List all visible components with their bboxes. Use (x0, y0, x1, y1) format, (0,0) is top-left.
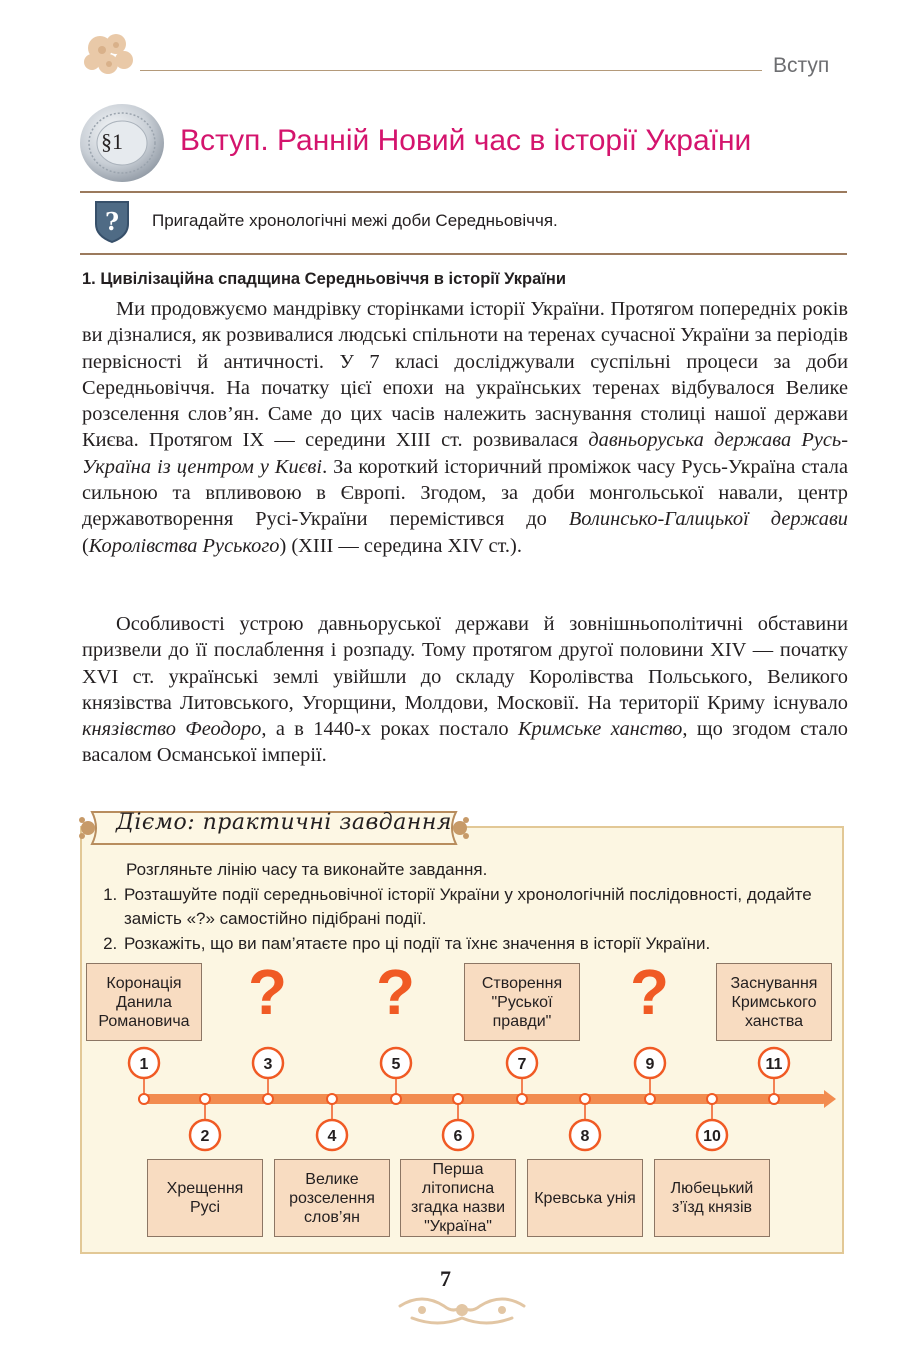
timeline-node (517, 1094, 527, 1104)
timeline-number: 8 (580, 1128, 590, 1145)
timeline-event-box: Кревська унія (527, 1159, 643, 1237)
timeline-number: 5 (391, 1056, 401, 1073)
timeline-arrow (824, 1090, 836, 1108)
timeline-event-box: Хрещення Русі (147, 1159, 263, 1237)
timeline-number: 11 (765, 1056, 783, 1073)
paragraph-1 (82, 296, 848, 559)
timeline-node (200, 1094, 210, 1104)
title-rule (80, 191, 847, 193)
paragraph-1-text: Ми продовжуємо мандрівку сторінками історії України. Протягом попередніх років ви дізналися, як розвивалися людські спільноти на теренах сучасної України за періодів первісності й античності. У 7 класі досліджували суспільні процеси за доби Середньовіччя. На початку цієї епохи на українських теренах відбувалося Велике розселення слов’ян. Саме до цих часів належить заснування столиці нашої держави Києва. Протягом IX — середини XIII ст. розвивалася (82, 298, 848, 452)
task-item: 2. Розкажіть, що ви пам’ятаєте про ці події та їхнє значення в історії України. (122, 932, 832, 957)
timeline-node (453, 1094, 463, 1104)
timeline-number: 3 (263, 1056, 273, 1073)
paragraph-2-text: Особливості устрою давньоруської держави й зовнішньополітичні обставини призвели до її послаблення і розпаду. Тому протягом другої половини XIV — початку XVI ст. українські землі увійшли до складу Королівства Польського, Великого князівства Литовського, Угорщини, Молдови, Московії. На території Криму існувало (82, 613, 848, 714)
paragraph-2 (82, 611, 848, 769)
timeline-node (139, 1094, 149, 1104)
timeline-node (645, 1094, 655, 1104)
timeline-bar (138, 1094, 828, 1104)
term-volhynia-galicia: Волинсько-Галицької держави (568, 508, 849, 531)
timeline-number: 6 (453, 1128, 463, 1145)
paragraph-2-text: , що згодом стало васалом Османської імперії. (82, 718, 848, 767)
timeline-node (707, 1094, 717, 1104)
timeline-node (580, 1094, 590, 1104)
paragraph-1-text: ( (82, 534, 89, 557)
timeline-number: 2 (200, 1128, 210, 1145)
question-rule (80, 253, 847, 255)
svg-text:?: ? (104, 207, 120, 236)
timeline-node (263, 1094, 273, 1104)
recall-question: Пригадайте хронологічні межі доби Середньовіччя. (152, 211, 558, 230)
floral-ornament-icon (78, 28, 140, 78)
timeline-event-box: Любецький з’їзд князів (654, 1159, 770, 1237)
term-kingdom-ruthenia: Королівства Руського (88, 534, 280, 557)
term-crimean-khanate: Кримське ханство (517, 718, 683, 741)
timeline-event-box: Велике розселення слов’ян (274, 1159, 390, 1237)
task-item: 1. Розташуйте події середньовічної історії України у хронологічній послідовності, додайте замість «?» самостійно підібрані події. (122, 883, 832, 932)
chapter-title: Вступ. Ранній Новий час в історії України (180, 124, 752, 157)
section-heading: 1. Цивілізаційна спадщина Середньовіччя в історії України (82, 270, 567, 288)
timeline-node (327, 1094, 337, 1104)
timeline-event-box: Коронація Данила Романовича (86, 963, 202, 1041)
timeline-node (391, 1094, 401, 1104)
running-head: Вступ (773, 54, 830, 77)
practice-tasks (92, 858, 832, 956)
timeline-number: 9 (645, 1056, 655, 1073)
paragraph-1-text: . За короткий історичний проміжок часу Русь-Україна стала сильною та впливовою в Європі. Згодом, за доби монгольської навали, центр державотворення Русі-України перемістився до (82, 455, 848, 531)
timeline-event-box: Заснування Кримського ханства (716, 963, 832, 1041)
paragraph-1-text: ) (XIII — середина XIV ст.). (279, 534, 522, 557)
term-theodoro: князівство Феодоро (82, 718, 262, 741)
page-number: 7 (440, 1266, 451, 1291)
floral-ornament-icon (392, 1288, 532, 1332)
timeline-number: 10 (703, 1128, 721, 1145)
timeline-number: 1 (139, 1056, 149, 1073)
timeline-node (769, 1094, 779, 1104)
practice-intro: Розгляньте лінію часу та виконайте завдання. (126, 860, 488, 879)
term-kyivan-rus: давньоруська держава Русь-Україна із центром у Києві (82, 429, 848, 478)
chapter-number: §1 (101, 129, 123, 154)
timeline-event-box: Створення "Руської правди" (464, 963, 580, 1041)
timeline-unknown-event: ? (376, 956, 416, 1028)
timeline-unknown-event: ? (630, 956, 670, 1028)
timeline-number: 4 (327, 1128, 337, 1145)
timeline-event-box: Перша літописна згадка назви "Україна" (400, 1159, 516, 1237)
timeline-number: 7 (517, 1056, 527, 1073)
timeline-unknown-event: ? (248, 956, 288, 1028)
header-rule (140, 70, 762, 71)
practice-banner-title: Діємо: практичні завдання (116, 810, 452, 835)
question-shield-icon (92, 198, 132, 244)
paragraph-2-text: , а в 1440-х роках постало (261, 718, 518, 741)
